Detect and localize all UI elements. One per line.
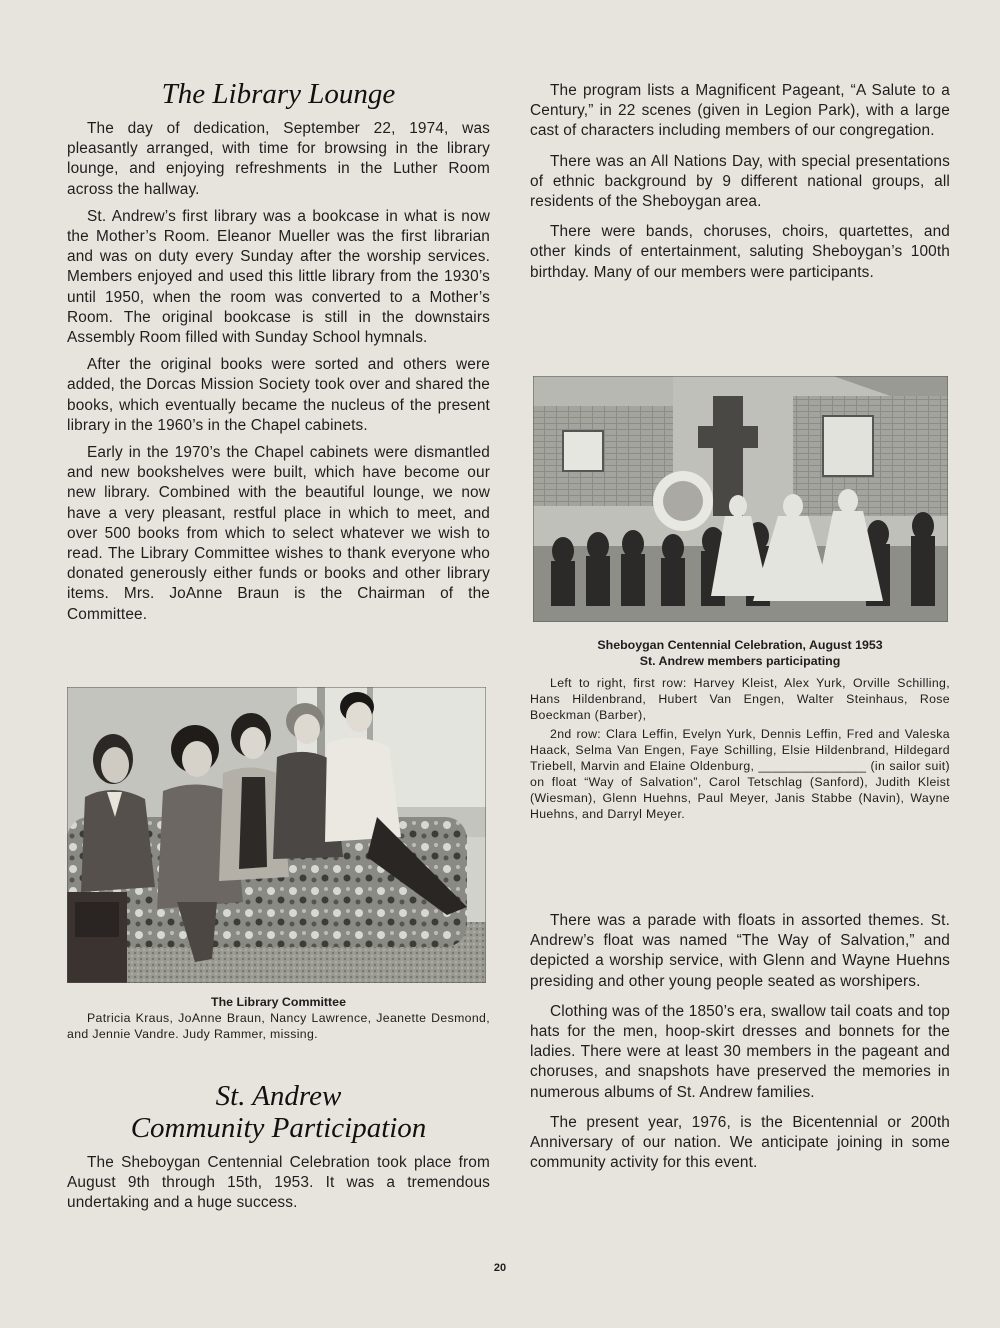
paragraph: Early in the 1970’s the Chapel cabinets were dismantled and new bookshelves were built, which have become our new library. Combined with the beautiful lounge, we now have a very pleasant, restful place in which to meet, and over 500 books from which to select whatever we wish to read. The Library Committee wishes to thank everyone who donated generously either funds or books and other library items. Mrs. JoAnne Braun is the Chairman of the Committee.: [67, 444, 490, 623]
community-heading: [67, 1080, 490, 1144]
paragraph: St. Andrew’s first library was a bookcase in what is now the Mother’s Room. Eleanor Mueller was the first librarian and was on duty every Sunday after the worship services. Members enjoyed and used this little library from the 1930’s until 1950, when the room was converted to a Mother’s Room. The original bookcase is still in the downstairs Assembly Room filled with Sunday School hymnals.: [67, 207, 490, 347]
community-text: [67, 1153, 490, 1214]
caption-title-line2: St. Andrew members participating: [639, 654, 841, 668]
paragraph: After the original books were sorted and others were added, the Dorcas Mission Society took over and shared the books, which eventually became the nucleus of the present library in the 1960’s in the Chapel cabinets.: [67, 356, 490, 434]
pageant-text: [530, 81, 950, 283]
paragraph: There was a parade with floats in assorted themes. St. Andrew’s float was named “The Way of Salvation,” and depicted a worship service, with Glenn and Wayne Huehns presiding and other young people seated as worshipers.: [530, 912, 950, 990]
community-heading-line2: Community Participation: [130, 1112, 427, 1144]
centennial-celebration-photo-image: [533, 376, 948, 622]
paragraph: There was an All Nations Day, with special presentations of ethnic background by 9 different national groups, all residents of the Sheboygan area.: [530, 152, 950, 211]
centennial-caption: [530, 637, 950, 822]
caption-first-row: Left to right, first row: Harvey Kleist, Alex Yurk, Orville Schilling, Hans Hildenbrand, Hubert Van Engen, Walter Steinhaus, Rose Boeckman (Barber),: [530, 676, 950, 722]
caption-title-line1: Sheboygan Centennial Celebration, August 1953: [597, 638, 883, 652]
centennial-celebration-photo: [533, 376, 948, 622]
library-committee-photo: [67, 687, 486, 983]
library-committee-photo-image: [67, 687, 486, 983]
caption-second-row: 2nd row: Clara Leffin, Evelyn Yurk, Dennis Leffin, Fred and Valeska Haack, Selma Van Engen, Faye Schilling, Elsie Hildenbrand, Hildegard Triebell, Marvin and Elaine Oldenburg, _______________ (in sailor suit) on float “Way of Salvation”, Carol Tetschlag (Sanford), Judith Kleist (Wiesman), Glenn Huehns, Paul Meyer, Janis Stabbe (Navin), Wayne Huehns, and Darryl Meyer.: [530, 727, 950, 821]
paragraph: The Sheboygan Centennial Celebration took place from August 9th through 15th, 1953. It was a tremendous undertaking and a huge success.: [67, 1154, 490, 1212]
paragraph: There were bands, choruses, choirs, quartettes, and other kinds of entertainment, saluting Sheboygan’s 100th birthday. Many of our members were participants.: [530, 223, 950, 281]
library-lounge-heading: The Library Lounge: [161, 78, 396, 110]
paragraph: The present year, 1976, is the Bicentennial or 200th Anniversary of our nation. We anticipate joining in some community activity for this event.: [530, 1113, 950, 1172]
caption-title: The Library Committee: [211, 995, 346, 1009]
caption-text: Patricia Kraus, JoAnne Braun, Nancy Lawrence, Jeanette Desmond, and Jennie Vandre. Judy Rammer, missing.: [67, 1011, 490, 1041]
library-committee-caption: [67, 994, 490, 1042]
page-number: 20: [493, 1262, 507, 1274]
paragraph: Clothing was of the 1850’s era, swallow tail coats and top hats for the men, hoop-skirt dresses and bonnets for the ladies. There were at least 30 members in the pageant and choruses, and snapshots have preserved the memories in numerous albums of St. Andrew families.: [530, 1002, 950, 1101]
community-heading-line1: St. Andrew: [215, 1080, 342, 1112]
library-lounge-text: [67, 119, 490, 625]
paragraph: The program lists a Magnificent Pageant, “A Salute to a Century,” in 22 scenes (given in Legion Park), with a large cast of characters including members of our congregation.: [530, 82, 950, 140]
parade-text: [530, 911, 950, 1173]
paragraph: The day of dedication, September 22, 1974, was pleasantly arranged, with time for browsing in the library lounge, and enjoying refreshments in the Luther Room across the hallway.: [67, 120, 490, 198]
